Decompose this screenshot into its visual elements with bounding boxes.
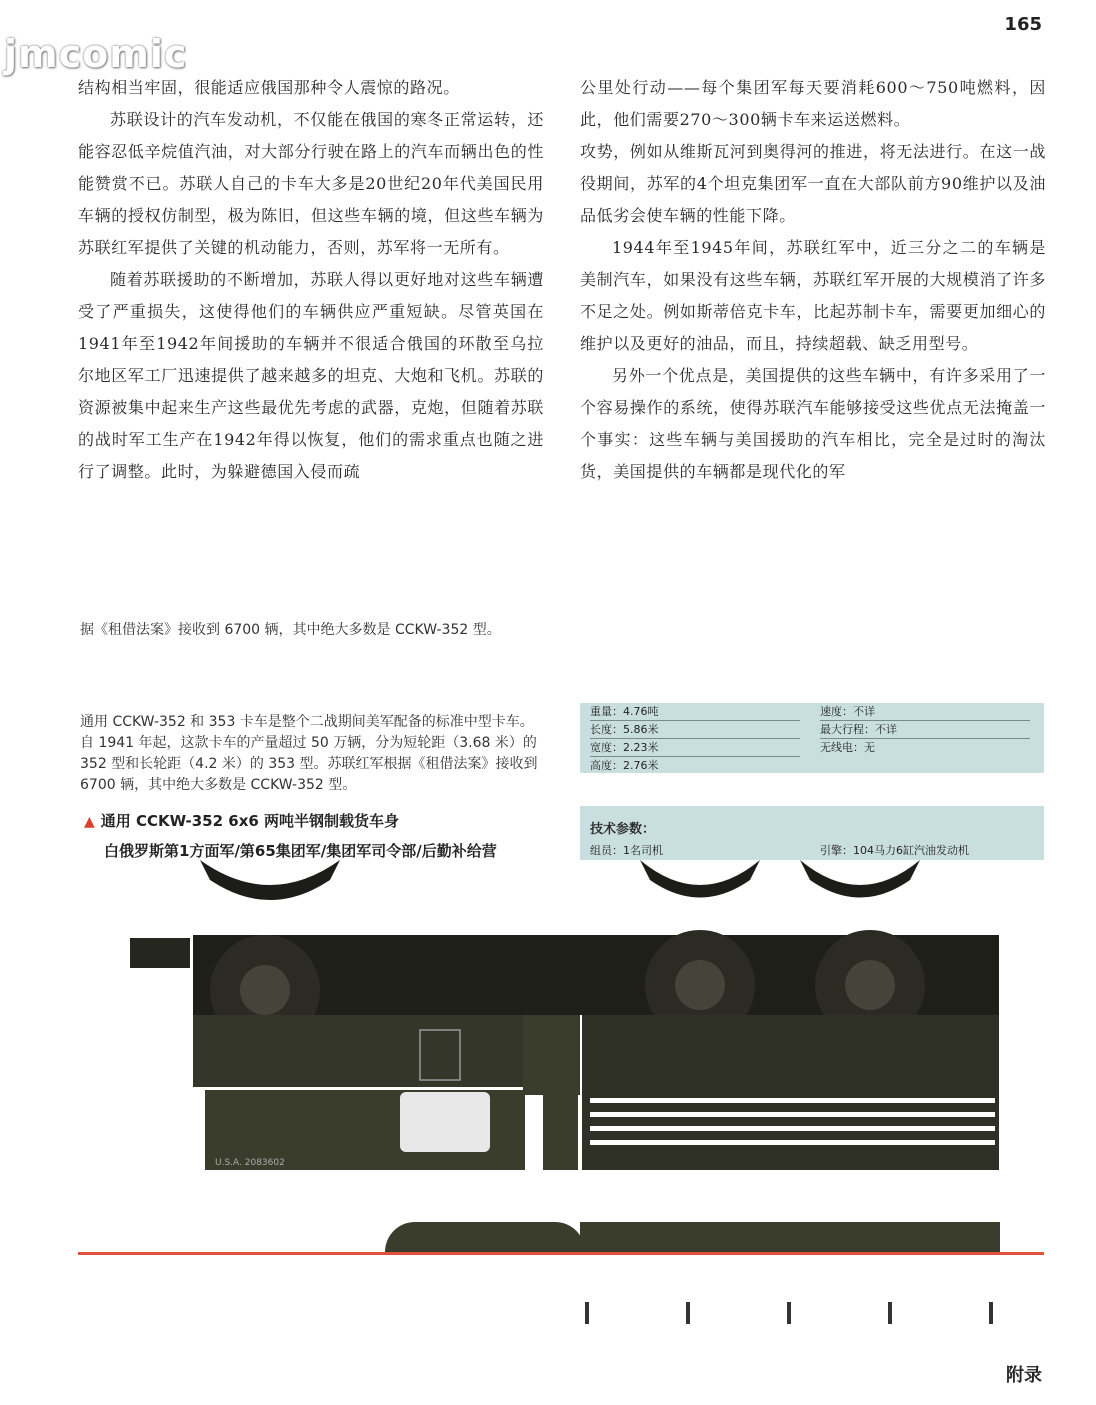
left-paragraph-3: 随着苏联援助的不断增加，苏联人得以更好地对这些车辆遭受了严重损失，这使得他们的车辆供应严重短缺。尽管英国在1941年至1942年间援助的车辆并不很适合俄国的环散至乌拉尔地区军工厂迅速提供了越来越多的坦克、大炮和飞机。苏联的资源被集中起来生产这些最优先考虑的武器，克炮，但随着苏联的战时军工生产在1942年得以恢复，他们的需求重点也随之进行了调整。此时，为躲避德国入侵而疏 — [78, 270, 544, 481]
tick-mark — [888, 1302, 892, 1324]
tick-mark — [787, 1302, 791, 1324]
right-paragraph-4: 另外一个优点是，美国提供的这些车辆中，有许多采用了一个容易操作的系统，使得苏联汽车能够接受这些优点无法掩盖一个事实：这些车辆与美国援助的汽车相比，完全是过时的淘汰货，美国提供的车辆都是现代化的军 — [580, 366, 1046, 481]
tick-mark — [686, 1302, 690, 1324]
spec-box-lower — [580, 806, 1044, 860]
spec-box-upper — [580, 703, 1044, 773]
spec-speed: 速度：不详 — [820, 703, 1030, 721]
truck-serial: U.S.A. 2083602 — [215, 1158, 285, 1168]
left-paragraph-2: 苏联设计的汽车发动机，不仅能在俄国的寒冬正常运转，还能容忍低辛烷值汽油，对大部分行驶在路上的汽车而辆出色的性能赞赏不已。苏联人自己的卡车大多是20世纪20年代美国民用车辆的授权仿制型，极为陈旧，但这些车辆的境，但这些车辆为苏联红军提供了关键的机动能力，否则，苏军将一无所有。 — [78, 110, 544, 257]
spec-width: 宽度：2.23米 — [590, 739, 800, 757]
tick-mark — [585, 1302, 589, 1324]
lend-lease-line: 据《租借法案》接收到 6700 辆，其中绝大多数是 CCKW-352 型。 — [80, 622, 501, 638]
spec-height: 高度：2.76米 — [590, 759, 659, 772]
spec-crew: 组员：1名司机 — [590, 844, 663, 857]
right-paragraph-3: 1944年至1945年间，苏联红军中，近三分之二的车辆是美制汽车，如果没有这些车辆，苏联红军开展的大规模消了许多不足之处。例如斯蒂倍克卡车，比起苏制卡车，需要更加细心的维护以及更好的油品，而且，持续超载、缺乏用型号。 — [580, 238, 1046, 353]
tick-mark — [989, 1302, 993, 1324]
right-paragraph-1: 公里处行动——每个集团军每天要消耗600～750吨燃料，因此，他们需要270～300辆卡车来运送燃料。 — [580, 78, 1046, 129]
cargo-lower-fragment — [580, 1222, 1000, 1252]
triangle-marker-icon: ▲ — [84, 814, 95, 830]
red-divider — [78, 1252, 1044, 1255]
spec-range: 最大行程：不详 — [820, 721, 1030, 739]
cab-window — [400, 1092, 490, 1152]
truck-hood-fragment — [385, 1222, 585, 1252]
caption-title-line2: 白俄罗斯第1方面军/第65集团军/集团军司令部/后勤补给营 — [104, 842, 497, 860]
cargo-bed — [582, 1015, 999, 1170]
spec-engine: 引擎：104马力6缸汽油发动机 — [820, 844, 969, 857]
cab-upper — [193, 1015, 523, 1087]
caption-title-line1: ▲ 通用 CCKW-352 6x6 两吨半钢制载货车身 — [84, 812, 400, 830]
spec-radio: 无线电：无 — [820, 741, 875, 754]
wheel-fragment-2 — [640, 860, 760, 898]
wheel-fragment-3 — [800, 860, 920, 898]
right-paragraph-2: 攻势，例如从维斯瓦河到奥得河的推进，将无法进行。在这一战役期间，苏军的4个坦克集团军一直在大部队前方90维护以及油品低劣会使车辆的性能下降。 — [580, 142, 1046, 225]
caption-body: 通用 CCKW-352 和 353 卡车是整个二战期间美军配备的标准中型卡车。自 1941 年起，这款卡车的产量超过 50 万辆，分为短轮距（3.68 米）的 352 型和长轮距（4.2 米）的 353 型。苏联红军根据《租借法案》接收到 6700 辆，其中绝大多数是 CCKW-352 型。 — [80, 714, 538, 793]
wheel-fragment-1 — [200, 860, 340, 900]
truck-illustration — [0, 860, 1096, 1190]
watermark-logo: jmcomic — [4, 32, 188, 76]
right-text-column — [580, 72, 1046, 488]
section-footer-label: 附录 — [1006, 1365, 1042, 1386]
left-text-column — [78, 72, 544, 488]
page-number: 165 — [1004, 14, 1042, 35]
spec-length: 长度：5.86米 — [590, 721, 800, 739]
spec-weight: 重量：4.76吨 — [590, 703, 800, 721]
spec-heading: 技术参数： — [590, 822, 656, 837]
left-paragraph-1: 结构相当牢固，很能适应俄国那种令人震惊的路况。 — [78, 78, 460, 97]
